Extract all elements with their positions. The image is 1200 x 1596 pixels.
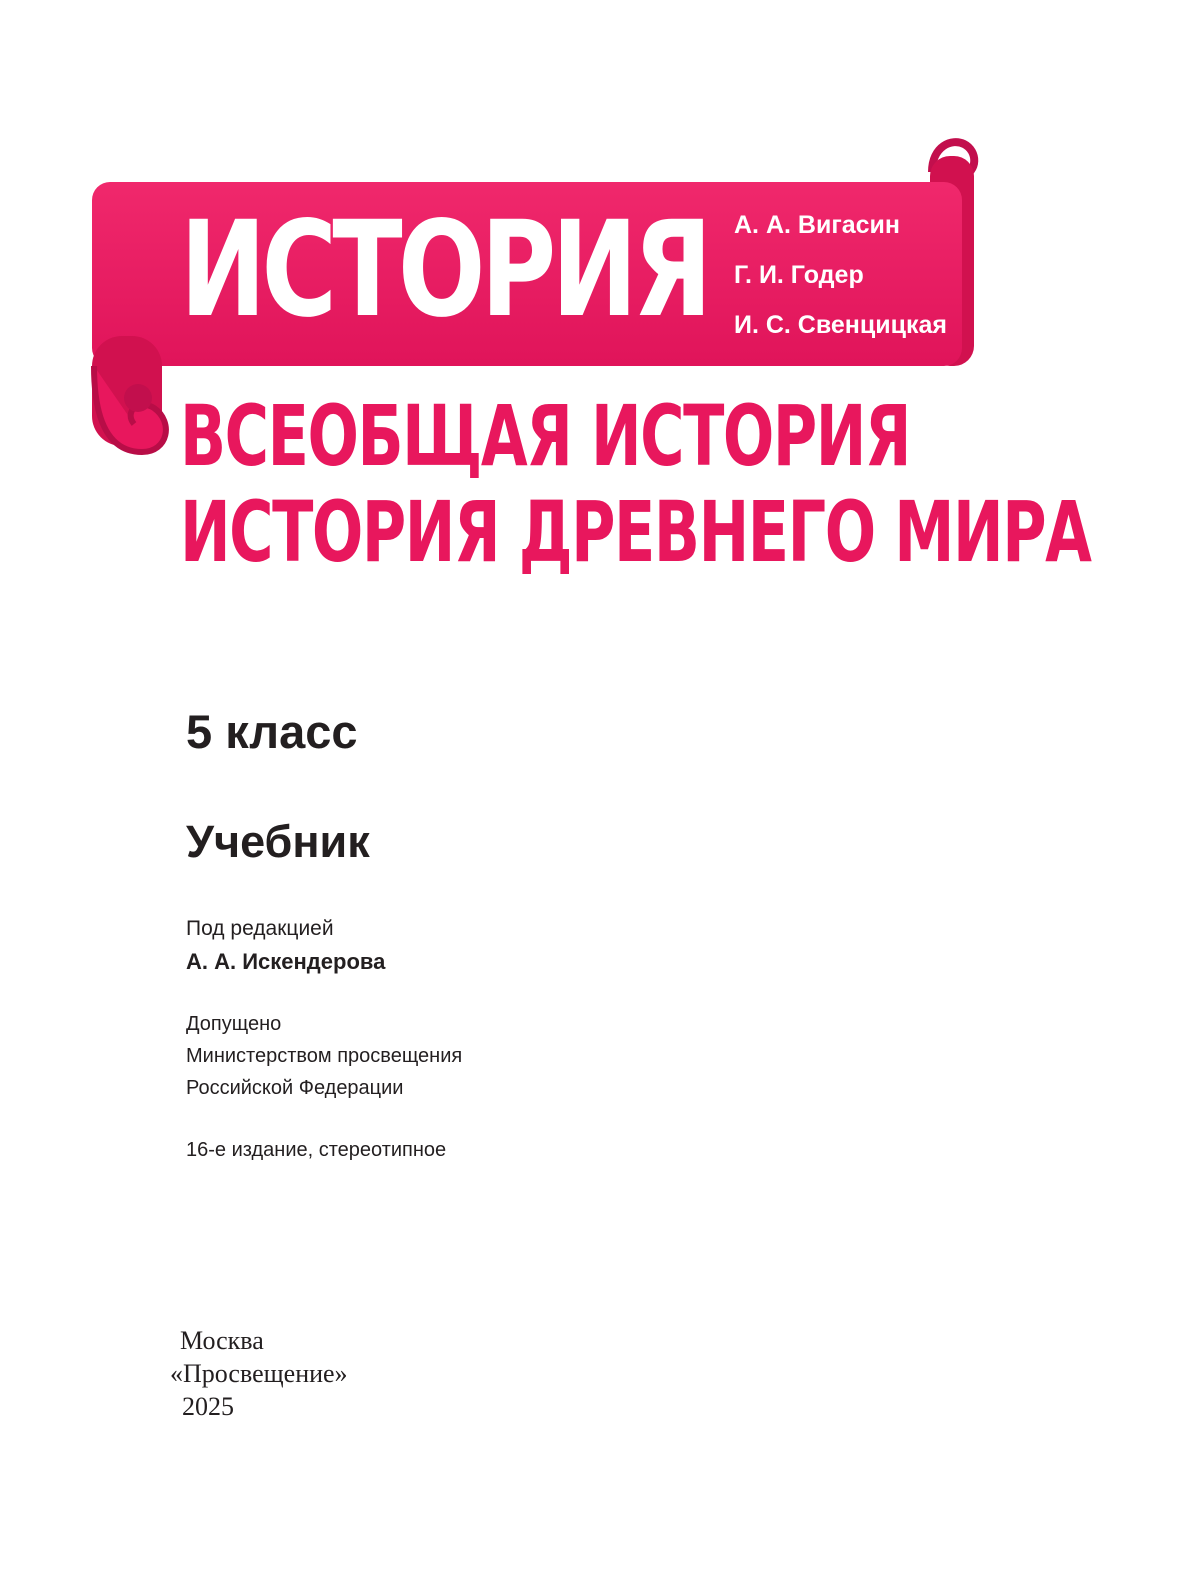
editor-label: Под редакцией <box>186 917 334 940</box>
author-name: Г. И. Годер <box>734 261 864 289</box>
approval-block <box>186 1008 462 1104</box>
imprint-block <box>170 1324 348 1423</box>
imprint-publisher: «Просвещение» <box>170 1359 348 1388</box>
editor-block <box>186 912 385 978</box>
grade-label: 5 класс <box>186 705 358 758</box>
author-list <box>734 200 947 350</box>
imprint-city: Москва <box>180 1326 264 1355</box>
subtitle-line-1: ВСЕОБЩАЯ ИСТОРИЯ <box>180 387 911 485</box>
main-title: ИСТОРИЯ <box>180 193 708 347</box>
subtitle-line-2: ИСТОРИЯ ДРЕВНЕГО МИРА <box>180 483 1091 581</box>
edition-label: 16-е издание, стереотипное <box>186 1139 447 1161</box>
approval-line: Допущено <box>186 1013 282 1035</box>
approval-line: Российской Федерации <box>186 1077 404 1099</box>
approval-line: Министерством просвещения <box>186 1045 463 1067</box>
book-type-label: Учебник <box>186 816 370 867</box>
editor-name: А. А. Искендерова <box>186 949 386 974</box>
author-name: А. А. Вигасин <box>734 211 901 239</box>
author-name: И. С. Свенцицкая <box>734 311 948 339</box>
imprint-year: 2025 <box>182 1392 234 1421</box>
